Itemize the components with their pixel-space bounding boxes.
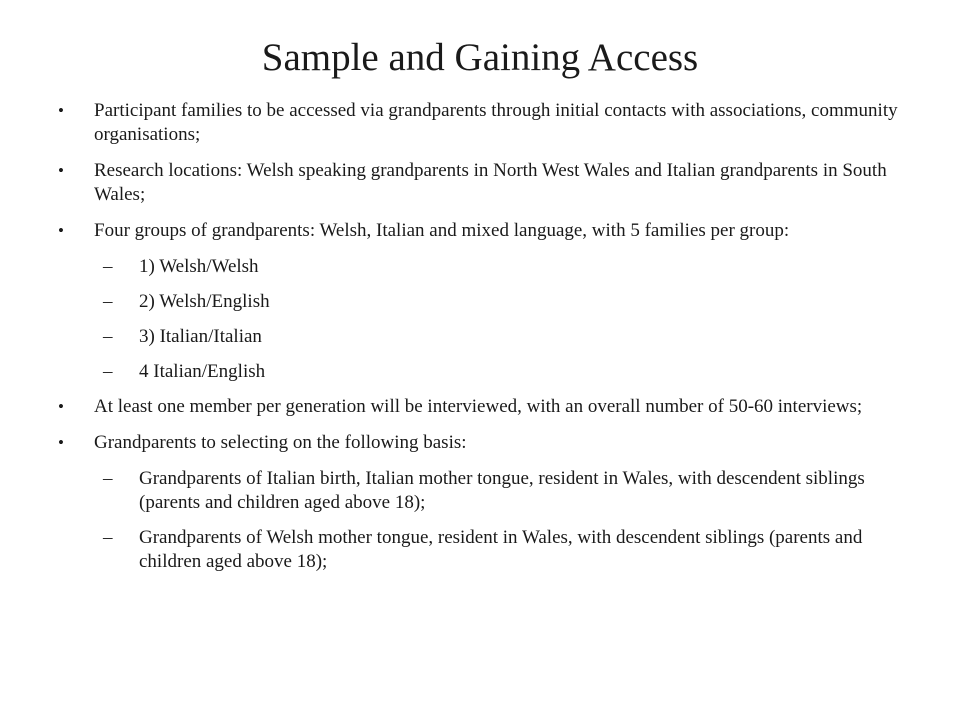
sub-bullet-marker: – [103, 291, 113, 312]
sub-bullet-item [58, 325, 903, 349]
bullet-marker: • [58, 433, 64, 452]
sub-bullet-text: 2) Welsh/English [139, 291, 270, 312]
sub-bullet-item [58, 526, 903, 574]
sub-bullet-text: Grandparents of Italian birth, Italian mother tongue, resident in Wales, with descendent siblings (parents and children aged above 18); [139, 468, 865, 513]
sub-bullet-text: 3) Italian/Italian [139, 326, 262, 347]
sub-bullet-marker: – [103, 326, 113, 347]
bullet-marker: • [58, 397, 64, 416]
sub-bullet-marker: – [103, 361, 113, 382]
sub-bullet-item [58, 290, 903, 314]
bullet-text: Participant families to be accessed via grandparents through initial contacts with associations, community organisations; [94, 100, 898, 145]
bullet-item [58, 431, 903, 455]
bullet-marker: • [58, 221, 64, 240]
bullet-item [58, 159, 903, 207]
sub-bullet-text: 4 Italian/English [139, 361, 266, 382]
sub-bullet-text: 1) Welsh/Welsh [139, 256, 259, 277]
bullet-item [58, 219, 903, 243]
sub-bullet-marker: – [103, 468, 113, 489]
bullet-text: At least one member per generation will be interviewed, with an overall number of 50-60 interviews; [94, 396, 863, 417]
slide-title: Sample and Gaining Access [261, 36, 699, 79]
bullet-marker: • [58, 161, 64, 180]
bullet-text: Four groups of grandparents: Welsh, Italian and mixed language, with 5 families per group: [94, 220, 790, 241]
bullet-list [58, 99, 903, 585]
sub-bullet-item [58, 255, 903, 279]
sub-bullet-marker: – [103, 256, 113, 277]
bullet-marker: • [58, 101, 64, 120]
sub-bullet-text: Grandparents of Welsh mother tongue, resident in Wales, with descendent siblings (parents and children aged above 18); [139, 527, 863, 572]
bullet-text: Research locations: Welsh speaking grandparents in North West Wales and Italian grandparents in South Wales; [94, 160, 887, 205]
bullet-item [58, 99, 903, 147]
bullet-item [58, 395, 903, 419]
sub-bullet-item [58, 467, 903, 515]
bullet-text: Grandparents to selecting on the following basis: [94, 432, 467, 453]
sub-bullet-item [58, 360, 903, 384]
sub-bullet-marker: – [103, 527, 113, 548]
